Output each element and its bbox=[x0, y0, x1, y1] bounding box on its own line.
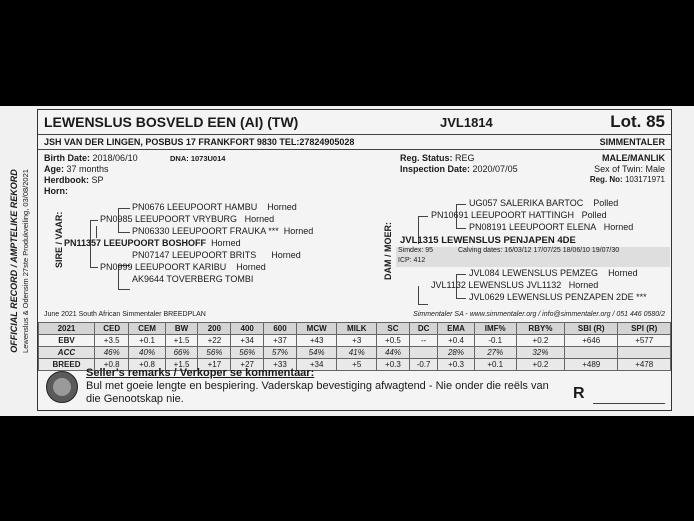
table-header-cell: EMA bbox=[438, 323, 474, 335]
pedigree-line bbox=[118, 289, 130, 290]
table-cell: +33 bbox=[264, 359, 297, 371]
pedigree-line bbox=[418, 304, 428, 305]
breedplan-note: June 2021 South African Simmentaler BREEDPLAN bbox=[44, 311, 206, 318]
table-cell bbox=[565, 347, 618, 359]
pedigree-line bbox=[118, 208, 130, 209]
animal-record-card bbox=[37, 109, 672, 411]
pedigree-line bbox=[90, 220, 98, 221]
pedigree-line bbox=[418, 216, 428, 217]
table-header-cell: SBI (R) bbox=[565, 323, 618, 335]
herdbook: Herdbook: SP bbox=[44, 175, 104, 185]
table-header-cell: MILK bbox=[337, 323, 377, 335]
table-header-cell: SPI (R) bbox=[618, 323, 671, 335]
table-cell: +0.5 bbox=[377, 335, 410, 347]
ebv-table bbox=[38, 322, 671, 371]
record-card-sheet bbox=[0, 106, 694, 416]
society-logo-icon bbox=[46, 371, 78, 403]
table-cell: 27% bbox=[474, 347, 516, 359]
sex-of-twin: Sex of Twin: Male bbox=[594, 164, 665, 174]
row-label: EBV bbox=[39, 335, 95, 347]
table-cell: -- bbox=[409, 335, 438, 347]
simdex: Simdex: 95 bbox=[398, 247, 434, 254]
divider bbox=[38, 134, 671, 135]
table-cell: +0.8 bbox=[129, 359, 165, 371]
table-cell: +0.1 bbox=[129, 335, 165, 347]
reg-status: Reg. Status: REG bbox=[400, 153, 475, 163]
table-cell: +34 bbox=[231, 335, 264, 347]
pedigree-line bbox=[456, 228, 466, 229]
table-header-cell: BW bbox=[165, 323, 198, 335]
animal-name: LEWENSLUS BOSVELD EEN (AI) (TW) bbox=[44, 114, 299, 130]
table-header-cell: IMF% bbox=[474, 323, 516, 335]
table-cell: +34 bbox=[296, 359, 336, 371]
table-header-cell: 2021 bbox=[39, 323, 95, 335]
table-cell: 46% bbox=[94, 347, 129, 359]
table-cell bbox=[618, 347, 671, 359]
table-header-cell: 200 bbox=[198, 323, 231, 335]
table-header-cell: SC bbox=[377, 323, 410, 335]
pedigree-entry: JVL084 LEWENSLUS PEMZEG Horned bbox=[469, 268, 638, 278]
table-cell: 56% bbox=[198, 347, 231, 359]
table-cell: +0.3 bbox=[377, 359, 410, 371]
side-subtitle: Lewenslus & Odensim 27ste Produkveiling, 03/08/2021 bbox=[21, 169, 30, 353]
pedigree-entry: PN0676 LEEUPOORT HAMBU Horned bbox=[132, 202, 297, 212]
pedigree-line bbox=[456, 204, 466, 205]
table-cell: 32% bbox=[516, 347, 564, 359]
pedigree-entry: PN08191 LEEUPOORT ELENA Horned bbox=[469, 222, 634, 232]
pedigree-entry: JVL1132 LEWENSLUS JVL1132 Horned bbox=[431, 280, 599, 290]
table-header-cell: CED bbox=[94, 323, 129, 335]
dam-label: DAM / MOER: bbox=[383, 222, 393, 280]
pedigree-entry: PN0999 LEEUPOORT KARIBU Horned bbox=[100, 262, 266, 272]
row-label: BREED bbox=[39, 359, 95, 371]
table-cell bbox=[409, 347, 438, 359]
table-cell: 66% bbox=[165, 347, 198, 359]
table-cell: +3.5 bbox=[94, 335, 129, 347]
r-signature-line bbox=[593, 403, 665, 404]
table-cell: 57% bbox=[264, 347, 297, 359]
pedigree-line bbox=[456, 274, 466, 275]
horn-label: Horn: bbox=[44, 186, 68, 196]
table-row-acc bbox=[39, 347, 671, 359]
age: Age: 37 months bbox=[44, 164, 109, 174]
sire-label: SIRE / VAAR: bbox=[54, 211, 64, 268]
pedigree-line bbox=[418, 286, 419, 304]
table-header-row bbox=[39, 323, 671, 335]
table-cell: +43 bbox=[296, 335, 336, 347]
pedigree-entry: PN07147 LEEUPOORT BRITS Horned bbox=[132, 250, 301, 260]
table-cell: +577 bbox=[618, 335, 671, 347]
pedigree-entry: UG057 SALERIKA BARTOC Polled bbox=[469, 198, 619, 208]
table-header-cell: DC bbox=[409, 323, 438, 335]
table-header-cell: 400 bbox=[231, 323, 264, 335]
side-label bbox=[0, 106, 36, 416]
society-contact: Simmentaler SA - www.simmentaler.org / info@simmentaler.org / 051 446 0580/2 bbox=[413, 311, 665, 318]
table-cell: +27 bbox=[231, 359, 264, 371]
table-header-cell: MCW bbox=[296, 323, 336, 335]
table-cell: +478 bbox=[618, 359, 671, 371]
table-cell: 54% bbox=[296, 347, 336, 359]
r-label: R bbox=[573, 385, 585, 402]
owner-address: JSH VAN DER LINGEN, POSBUS 17 FRANKFORT 9830 TEL:27824905028 bbox=[44, 137, 355, 147]
table-cell: +0.2 bbox=[516, 359, 564, 371]
pedigree-line bbox=[90, 267, 98, 268]
table-cell: +0.1 bbox=[474, 359, 516, 371]
table-cell: +0.4 bbox=[438, 335, 474, 347]
reg-number: Reg. No: 103171971 bbox=[589, 175, 665, 184]
dna-code: DNA: 1073U014 bbox=[170, 154, 226, 163]
table-cell: 28% bbox=[438, 347, 474, 359]
inspection-date: Inspection Date: 2020/07/05 bbox=[400, 164, 518, 174]
pedigree-entry: PN10691 LEEUPOORT HATTINGH Polled bbox=[431, 210, 607, 220]
icp: ICP: 412 bbox=[398, 257, 426, 264]
table-header-cell: 600 bbox=[264, 323, 297, 335]
sire-entry: PN11357 LEEUPOORT BOSHOFF Horned bbox=[64, 238, 241, 248]
table-cell: 44% bbox=[377, 347, 410, 359]
table-cell: +3 bbox=[337, 335, 377, 347]
table-cell: -0.1 bbox=[474, 335, 516, 347]
table-cell: +1.5 bbox=[165, 335, 198, 347]
pedigree-line bbox=[96, 226, 97, 238]
remarks-title: Seller's remarks / Verkoper se kommentaar: bbox=[86, 367, 315, 379]
divider bbox=[38, 149, 671, 150]
breed-name: SIMMENTALER bbox=[599, 137, 665, 147]
table-cell: 56% bbox=[231, 347, 264, 359]
table-cell: +0.2 bbox=[516, 335, 564, 347]
lot-number: Lot. 85 bbox=[610, 112, 665, 131]
remarks-line-1: Bul met goeie lengte en bespiering. Vaderskap bevestiging afwagtend - Nie onder die reëls van bbox=[86, 380, 549, 392]
table-cell: +37 bbox=[264, 335, 297, 347]
table-cell: -0.7 bbox=[409, 359, 438, 371]
table-header-cell: RBY% bbox=[516, 323, 564, 335]
sex: MALE/MANLIK bbox=[602, 153, 665, 163]
table-cell: +22 bbox=[198, 335, 231, 347]
table-cell: +489 bbox=[565, 359, 618, 371]
table-row-ebv bbox=[39, 335, 671, 347]
pedigree-line bbox=[456, 298, 466, 299]
table-cell: +0.3 bbox=[438, 359, 474, 371]
remarks-line-2: die Genootskap nie. bbox=[86, 393, 184, 405]
birth-date: Birth Date: 2018/06/10 bbox=[44, 153, 138, 163]
table-cell: +646 bbox=[565, 335, 618, 347]
table-cell: 40% bbox=[129, 347, 165, 359]
row-label: ACC bbox=[39, 347, 95, 359]
pedigree-entry: PN0985 LEEUPOORT VRYBURG Horned bbox=[100, 214, 275, 224]
table-cell: 41% bbox=[337, 347, 377, 359]
pedigree-entry: AK9644 TOVERBERG TOMBI bbox=[132, 274, 254, 284]
dam-entry: JVL1315 LEWENSLUS PENJAPEN 4DE bbox=[400, 235, 576, 246]
pedigree-entry: PN06330 LEEUPOORT FRAUKA *** Horned bbox=[132, 226, 314, 236]
table-cell: +1.5 bbox=[165, 359, 198, 371]
pedigree-entry: JVL0629 LEWENSLUS PENZAPEN 2DE *** bbox=[469, 292, 647, 302]
table-cell: +0.8 bbox=[94, 359, 129, 371]
table-header-cell: CEM bbox=[129, 323, 165, 335]
table-cell: +5 bbox=[337, 359, 377, 371]
side-title: OFFICIAL RECORD / AMPTELIKE REKORD bbox=[9, 169, 19, 353]
animal-code: JVL1814 bbox=[440, 115, 493, 130]
table-cell: +17 bbox=[198, 359, 231, 371]
pedigree-line bbox=[118, 232, 130, 233]
calving-dates: Calving dates: 16/03/12 17/07/25 18/06/10 19/07/30 bbox=[458, 247, 620, 254]
